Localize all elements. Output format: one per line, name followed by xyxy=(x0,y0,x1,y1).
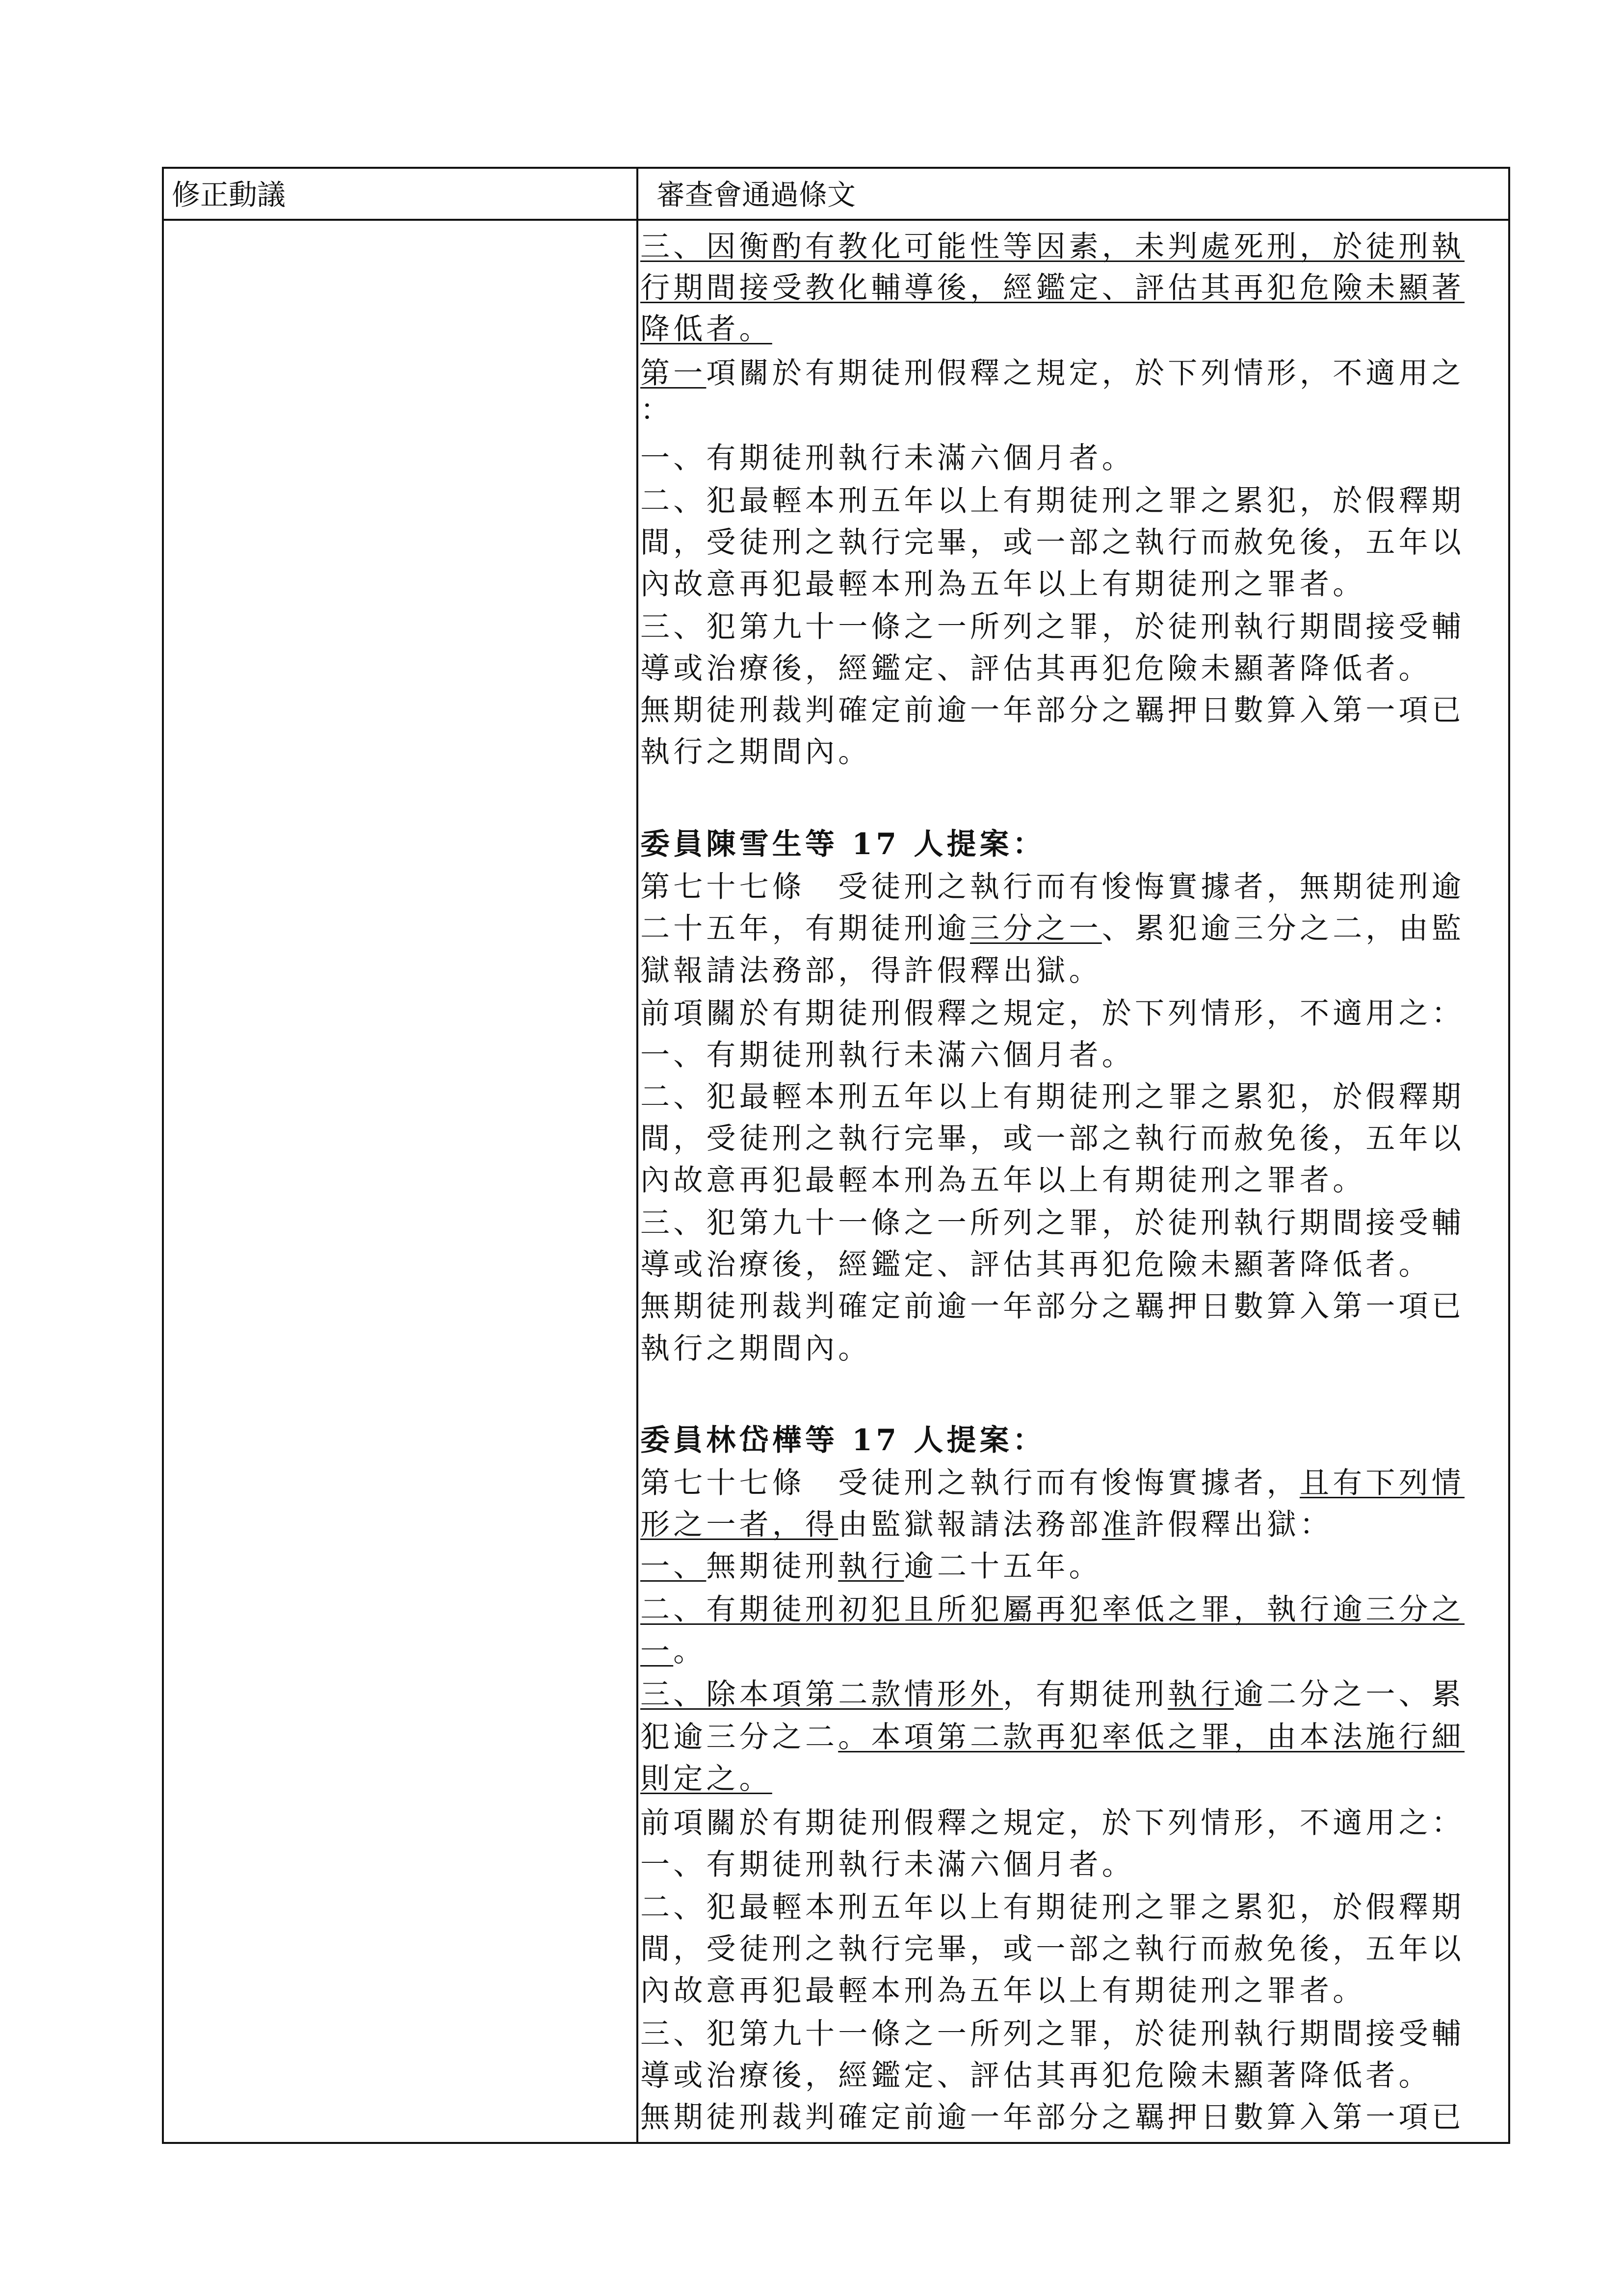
underlined-text: 三、除本項第二款情形外 xyxy=(640,1677,1003,1712)
text-line xyxy=(640,1929,1489,1969)
table-border-top xyxy=(162,167,1510,169)
text-line xyxy=(640,607,1489,647)
text-segment: 獄報請法務部，得許假釋出獄。 xyxy=(640,954,1102,988)
text-segment: 內故意再犯最輕本刑為五年以上有期徒刑之罪者。 xyxy=(640,567,1366,601)
text-line xyxy=(640,732,1489,772)
proposal-heading xyxy=(640,824,1489,864)
text-segment: 二、犯最輕本刑五年以上有期徒刑之罪之累犯，於假釋期 xyxy=(640,484,1465,518)
text-line xyxy=(640,1887,1489,1928)
underlined-text: 三、因衡酌有教化可能性等因素，未判處死刑，於徒刑執 xyxy=(640,230,1465,264)
column-header-amendment-motion: 修正動議 xyxy=(172,178,286,211)
underlined-text: 二、有期徒刑初犯且所犯屬再犯率低之罪，執行逾三分之 xyxy=(640,1592,1465,1627)
text-line xyxy=(640,227,1489,267)
text-segment: 執行之期間內。 xyxy=(640,735,871,769)
table-header-divider xyxy=(162,219,1510,221)
proposal-heading xyxy=(640,1420,1489,1461)
underlined-text: 執行 xyxy=(838,1549,904,1584)
text-line xyxy=(640,1845,1489,1885)
table-border-right xyxy=(1508,167,1510,2144)
text-segment: 犯逾三分之二 xyxy=(640,1720,838,1754)
text-line xyxy=(640,309,1489,349)
text-line xyxy=(640,1329,1489,1369)
text-line xyxy=(640,1203,1489,1243)
text-segment: 逾二十五年。 xyxy=(904,1549,1102,1584)
text-line xyxy=(640,438,1489,478)
text-line xyxy=(640,268,1489,308)
text-line xyxy=(640,2014,1489,2054)
table-border-bottom xyxy=(162,2142,1510,2144)
text-line xyxy=(640,2056,1489,2096)
text-line xyxy=(640,1119,1489,1159)
underlined-text: 三分之一 xyxy=(970,912,1102,946)
text-line xyxy=(640,1803,1489,1843)
text-segment: 由監獄報請法務部 xyxy=(838,1508,1102,1542)
text-line xyxy=(640,1463,1489,1503)
table-column-divider xyxy=(636,167,638,2144)
text-segment: 無期徒刑裁判確定前逾一年部分之羈押日數算入第一項已 xyxy=(640,1289,1465,1324)
text-line xyxy=(640,522,1489,563)
text-segment: 一、有期徒刑執行未滿六個月者。 xyxy=(640,1038,1135,1072)
underlined-text: 降低者。 xyxy=(640,312,772,346)
text-segment: 第七十七條 受徒刑之執行而有悛悔實據者， xyxy=(640,1466,1300,1500)
underlined-text: 則定之。 xyxy=(640,1762,772,1796)
text-line xyxy=(640,1590,1489,1630)
text-segment: 前項關於有期徒刑假釋之規定，於下列情形，不適用之： xyxy=(640,996,1465,1031)
underlined-text: 一、 xyxy=(640,1549,707,1584)
text-segment: 、累犯逾三分之二，由監 xyxy=(1101,912,1465,946)
text-segment: 內故意再犯最輕本刑為五年以上有期徒刑之罪者。 xyxy=(640,1163,1366,1198)
text-segment: 三、犯第九十一條之一所列之罪，於徒刑執行期間接受輔 xyxy=(640,1206,1465,1240)
text-line xyxy=(640,390,1489,430)
text-segment: 一、有期徒刑執行未滿六個月者。 xyxy=(640,441,1135,475)
text-line xyxy=(640,1077,1489,1117)
text-segment: 無期徒刑裁判確定前逾一年部分之羈押日數算入第一項已 xyxy=(640,693,1465,728)
text-segment: 逾二分之一、累 xyxy=(1233,1677,1465,1712)
text-segment: 二十五年，有期徒刑逾 xyxy=(640,912,970,946)
text-segment: 第七十七條 受徒刑之執行而有悛悔實據者，無期徒刑逾 xyxy=(640,870,1465,904)
text-segment: ： xyxy=(640,393,674,427)
text-segment: 二、犯最輕本刑五年以上有期徒刑之罪之累犯，於假釋期 xyxy=(640,1890,1465,1925)
text-segment: 委員林岱樺等 17 人提案： xyxy=(640,1423,1046,1458)
text-line xyxy=(640,1971,1489,2011)
text-line xyxy=(640,1674,1489,1715)
text-segment: 內故意再犯最輕本刑為五年以上有期徒刑之罪者。 xyxy=(640,1974,1366,2008)
underlined-text: 且有下列情 xyxy=(1300,1466,1465,1500)
text-segment: 項關於有期徒刑假釋之規定，於下列情形，不適用之 xyxy=(706,356,1465,391)
text-line xyxy=(640,481,1489,521)
text-line xyxy=(640,909,1489,949)
underlined-text: 一 xyxy=(640,1634,674,1669)
text-segment: 許假釋出獄： xyxy=(1135,1508,1333,1542)
text-line xyxy=(640,1035,1489,1075)
underlined-text: 執行 xyxy=(1168,1677,1234,1712)
text-segment: 。 xyxy=(673,1634,707,1669)
text-segment: 間，受徒刑之執行完畢，或一部之執行而赦免後，五年以 xyxy=(640,1932,1465,1966)
text-segment: 三、犯第九十一條之一所列之罪，於徒刑執行期間接受輔 xyxy=(640,2017,1465,2051)
text-segment: 導或治療後，經鑑定、評估其再犯危險未顯著降低者。 xyxy=(640,2059,1432,2093)
text-segment: 導或治療後，經鑑定、評估其再犯危險未顯著降低者。 xyxy=(640,1248,1432,1282)
text-line xyxy=(640,690,1489,731)
text-segment: 無期徒刑 xyxy=(706,1549,838,1584)
text-line xyxy=(640,867,1489,907)
text-segment: 二、犯最輕本刑五年以上有期徒刑之罪之累犯，於假釋期 xyxy=(640,1080,1465,1114)
underlined-text: 第一 xyxy=(640,356,707,391)
underlined-text: 。本項第二款再犯率低之罪，由本法施行細 xyxy=(838,1720,1465,1754)
text-line xyxy=(640,564,1489,604)
text-segment: 三、犯第九十一條之一所列之罪，於徒刑執行期間接受輔 xyxy=(640,610,1465,644)
text-segment: 無期徒刑裁判確定前逾一年部分之羈押日數算入第一項已 xyxy=(640,2100,1465,2135)
text-segment: 一、有期徒刑執行未滿六個月者。 xyxy=(640,1848,1135,1882)
text-line xyxy=(640,1546,1489,1587)
text-segment: 委員陳雪生等 17 人提案： xyxy=(640,827,1046,861)
text-line xyxy=(640,1505,1489,1545)
text-line xyxy=(640,1245,1489,1285)
text-line xyxy=(640,993,1489,1034)
underlined-text: 行期間接受教化輔導後，經鑑定、評估其再犯危險未顯著 xyxy=(640,271,1465,305)
text-line xyxy=(640,2097,1489,2138)
text-segment: 導或治療後，經鑑定、評估其再犯危險未顯著降低者。 xyxy=(640,652,1432,686)
text-segment: ，有期徒刑 xyxy=(1003,1677,1168,1712)
text-line xyxy=(640,1160,1489,1200)
text-line xyxy=(640,649,1489,689)
text-line xyxy=(640,1631,1489,1671)
text-line xyxy=(640,353,1489,393)
text-segment: 間，受徒刑之執行完畢，或一部之執行而赦免後，五年以 xyxy=(640,1122,1465,1156)
text-line xyxy=(640,951,1489,991)
underlined-text: 形之一者，得 xyxy=(640,1508,838,1542)
text-line xyxy=(640,1759,1489,1799)
text-line xyxy=(640,1286,1489,1327)
text-segment: 執行之期間內。 xyxy=(640,1331,871,1366)
underlined-text: 准 xyxy=(1101,1508,1135,1542)
text-line xyxy=(640,1717,1489,1757)
table-border-left xyxy=(162,167,164,2144)
text-segment: 前項關於有期徒刑假釋之規定，於下列情形，不適用之： xyxy=(640,1806,1465,1840)
column-header-approved-text: 審查會通過條文 xyxy=(656,178,856,211)
text-segment: 間，受徒刑之執行完畢，或一部之執行而赦免後，五年以 xyxy=(640,525,1465,560)
